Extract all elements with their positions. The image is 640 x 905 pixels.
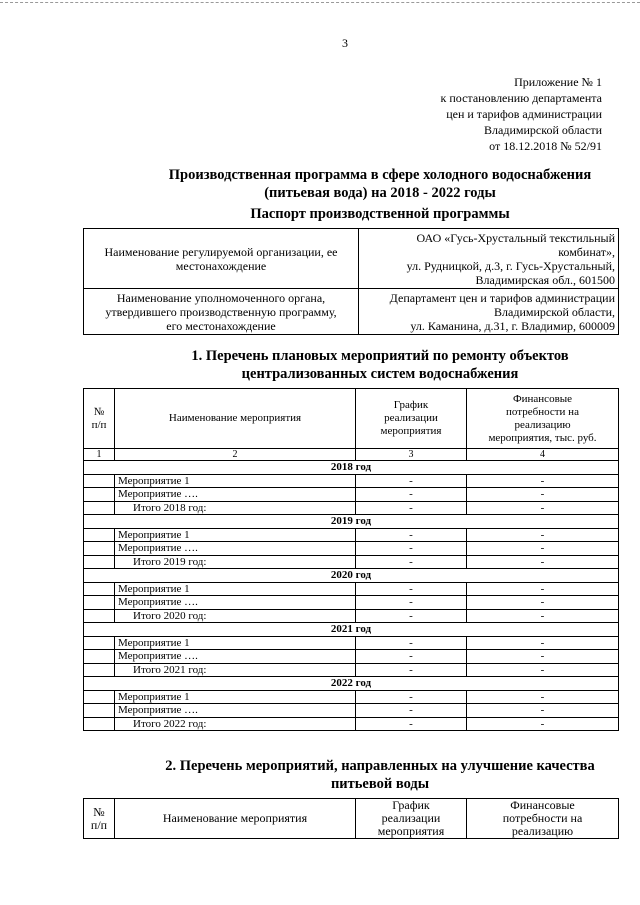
passport-value-line: Департамент цен и тарифов администрации [389,290,615,305]
table-row [84,582,619,596]
activity-name: Мероприятие …. [115,704,356,718]
header-text: реализацию [511,824,574,838]
schedule-value: - [356,663,467,677]
header-text: реализацию [514,418,571,431]
passport-value-line: комбинат», [558,244,615,259]
row-num [84,596,115,610]
header-text: реализации [381,811,441,825]
total-label: Итого 2018 год: [115,501,356,515]
row-num [84,650,115,664]
activity-name: Мероприятие 1 [115,582,356,596]
table-row [84,704,619,718]
table-row [84,636,619,650]
header-text: Финансовые [512,392,573,405]
header-text: п/п [90,817,108,832]
passport-table [83,228,619,335]
appendix-line: от 18.12.2018 № 52/91 [489,139,602,153]
finance-value: - [467,690,619,704]
passport-title: Паспорт производственной программы [250,206,510,222]
header-text: № [93,804,105,819]
passport-value-line: ул. Каманина, д.31, г. Владимир, 600009 [410,318,615,333]
finance-value: - [467,663,619,677]
year-row [84,461,619,475]
header-text: График [393,399,429,411]
row-num [84,542,115,556]
schedule-value: - [356,474,467,488]
total-row [84,717,619,731]
passport-value-line: Владимирская обл., 601500 [475,272,615,287]
row-num [84,528,115,542]
row-num [84,582,115,596]
total-row [84,663,619,677]
activity-name: Мероприятие …. [115,542,356,556]
schedule-value: - [356,690,467,704]
passport-label-line: утвердившего производственную программу, [105,304,337,319]
table-header-row [84,389,619,449]
activity-name: Мероприятие 1 [115,474,356,488]
table-row [84,542,619,556]
header-text: потребности на [506,405,579,418]
table-row [84,650,619,664]
year-label: 2018 год [84,461,619,475]
header-num [84,389,115,449]
schedule-value: - [356,582,467,596]
header-finance [467,389,619,449]
row-num [84,636,115,650]
schedule-value: - [356,717,467,731]
schedule-value: - [356,636,467,650]
activity-name: Мероприятие …. [115,650,356,664]
section1-title-line: централизованных систем водоснабжения [241,366,519,382]
year-row [84,569,619,583]
finance-value: - [467,555,619,569]
row-num [84,474,115,488]
total-row [84,555,619,569]
finance-value: - [467,582,619,596]
total-row [84,501,619,515]
water-quality-activities-table [83,798,619,839]
document-title [80,166,640,202]
row-num [84,488,115,502]
finance-value: - [467,488,619,502]
year-row [84,623,619,637]
column-number-row [84,449,619,461]
passport-row [84,289,619,335]
header-text: мероприятия [377,824,445,838]
finance-value: - [467,636,619,650]
passport-label [84,289,359,335]
schedule-value: - [356,609,467,623]
table-header-row [84,799,619,839]
section2-title [80,757,640,793]
year-label: 2019 год [84,515,619,529]
passport-value-line: ОАО «Гусь-Хрустальный текстильный [416,230,615,245]
table-row [84,488,619,502]
passport-value-line: ул. Рудницкой, д.3, г. Гусь-Хрустальный, [406,258,615,273]
year-groups [84,461,619,731]
section1-title-line: 1. Перечень плановых мероприятий по ремонту объектов [191,348,569,364]
total-label: Итого 2021 год: [115,663,356,677]
schedule-value: - [356,528,467,542]
year-label: 2021 год [84,623,619,637]
column-number: 2 [115,449,356,461]
appendix-line: Приложение № 1 [514,75,602,89]
header-text: п/п [91,418,107,431]
row-num [84,663,115,677]
header-schedule [356,389,467,449]
year-label: 2022 год [84,677,619,691]
header-name: Наименование мероприятия [115,799,356,839]
page-number: 3 [342,36,348,50]
finance-value: - [467,717,619,731]
header-text: Финансовые [510,798,575,812]
schedule-value: - [356,555,467,569]
top-dashed-line [0,2,640,3]
finance-value: - [467,501,619,515]
table-row [84,528,619,542]
total-label: Итого 2020 год: [115,609,356,623]
activity-name: Мероприятие 1 [115,636,356,650]
header-text: потребности на [502,811,583,825]
passport-value [359,289,619,335]
passport-label-line: Наименование регулируемой организации, ее [104,244,338,259]
table-row [84,690,619,704]
schedule-value: - [356,501,467,515]
passport-label-line: его местонахождение [166,318,276,333]
total-label: Итого 2022 год: [115,717,356,731]
year-row [84,677,619,691]
activity-name: Мероприятие …. [115,596,356,610]
passport-value-line: Владимирской области, [494,304,615,319]
finance-value: - [467,596,619,610]
header-schedule [356,799,467,839]
total-row [84,609,619,623]
row-num [84,501,115,515]
row-num [84,609,115,623]
header-name: Наименование мероприятия [115,389,356,449]
activity-name: Мероприятие …. [115,488,356,502]
finance-value: - [467,609,619,623]
finance-value: - [467,542,619,556]
row-num [84,717,115,731]
section2-title-line: 2. Перечень мероприятий, направленных на улучшение качества [165,758,595,774]
row-num [84,555,115,569]
schedule-value: - [356,488,467,502]
passport-row [84,229,619,289]
row-num [84,704,115,718]
section2-title-line: питьевой воды [330,776,430,792]
column-number: 1 [84,449,115,461]
header-text: мероприятия, тыс. руб. [488,431,597,444]
header-finance [467,799,619,839]
appendix-line: Владимирской области [484,123,602,137]
passport-label-line: местонахождение [175,258,267,273]
finance-value: - [467,528,619,542]
document-title-line: (питьевая вода) на 2018 - 2022 годы [264,185,496,201]
header-num [84,799,115,839]
repair-activities-table [83,388,619,731]
finance-value: - [467,704,619,718]
activity-name: Мероприятие 1 [115,528,356,542]
schedule-value: - [356,542,467,556]
schedule-value: - [356,704,467,718]
finance-value: - [467,474,619,488]
document-title-line: Производственная программа в сфере холодного водоснабжения [168,167,592,183]
table-row [84,596,619,610]
activity-name: Мероприятие 1 [115,690,356,704]
table-row [84,474,619,488]
column-number: 3 [356,449,467,461]
header-text: реализации [384,412,438,424]
year-row [84,515,619,529]
appendix-line: к постановлению департамента [440,91,602,105]
passport-label-line: Наименование уполномоченного органа, [116,290,326,305]
passport-label [84,229,359,289]
header-text: График [392,798,430,812]
section1-title [80,347,640,383]
column-number: 4 [467,449,619,461]
appendix-note [302,74,602,154]
header-text: мероприятия [380,425,442,437]
year-label: 2020 год [84,569,619,583]
finance-value: - [467,650,619,664]
header-text: № [93,405,105,418]
total-label: Итого 2019 год: [115,555,356,569]
appendix-line: цен и тарифов администрации [446,107,602,121]
schedule-value: - [356,596,467,610]
schedule-value: - [356,650,467,664]
passport-value [359,229,619,289]
row-num [84,690,115,704]
